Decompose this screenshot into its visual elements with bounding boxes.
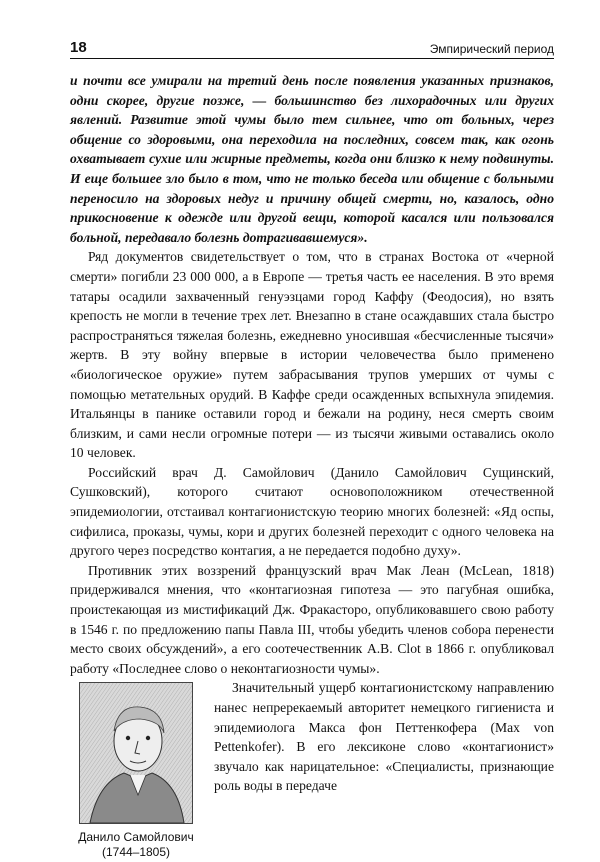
running-header xyxy=(70,34,554,59)
portrait-image xyxy=(79,682,193,824)
paragraph-samoylovich: Российский врач Д. Самойлович (Данило Самойлович Сущинский, Сушковский), которого считают основоположником отечественной эпидемиологии, отстаивал контагионистскую теорию многих болезней: «Яд оспы, сифилиса, проказы, чумы, кори и других болезней переходит с одного человека на другого через посредство контагия, а не передается подобно духу». xyxy=(70,464,554,559)
paragraph-pettenkofer: Значительный ущерб контагионистскому направлению нанес непререкаемый авторитет немецкого гигиениста и эпидемиолога Макса фон Петтенкофера (Max von Pettenkofer). В его лексиконе слово «контагионист» звучало как нарицательное: «Специалисты, признающие роль воды в передаче xyxy=(214,680,554,794)
portrait-engraving-icon xyxy=(80,683,192,823)
quote-paragraph: и почти все умирали на третий день после появления указанных признаков, одни скорее, другие позже, — большинство без лихорадочных или других явлений. Развитие этой чумы было тем сильнее, что от больных, через общение со здоровыми, она переходила на последних, совсем так, как огонь охватывает сухие или жирные предметы, когда они близко к нему подвинуты. И еще большее зло было в том, что не только беседа или общение с больными переносило на здоровых недуг и причину общей смерти, но, казалось, одно прикосновение к одежде или другой вещи, которой касался или пользовался больной, передавало болезнь дотрагивавшемуся». xyxy=(70,73,554,245)
paragraph-black-death: Ряд документов свидетельствует о том, что в странах Востока от «черной смерти» погибли 23 000 000, а в Европе — третья часть ее населения. В это время татары осадили захваченный генуэзцами город Каффу (Феодосия), но взять крепость не могли в течение трех лет. Внезапно в стане осаждавших стала быстро распространяться тяжелая болезнь, ежедневно уносившая «бесчисленные тысячи» жертв. В эту войну впервые в истории человечества было применено «биологическое оружие» путем забрасывания трупов умерших от чумы с помощью метательных орудий. В Каффе среди осажденных вспыхнула эпидемия. Итальянцы в панике оставили город и бежали на родину, неся смерть своим близким, и сами несли огромные потери — из тысячи живыми оставались около 10 человек. xyxy=(70,249,554,461)
paragraph-mclean xyxy=(70,561,554,679)
book-page xyxy=(70,34,554,862)
body-text xyxy=(70,71,554,860)
portrait-figure xyxy=(70,682,202,860)
page-number: 18 xyxy=(70,39,87,56)
section-title: Эмпирический период xyxy=(429,42,554,56)
caption-name: Данило Самойлович xyxy=(78,830,194,845)
caption-years: (1744–1805) xyxy=(101,845,171,860)
paragraph-mclean-text: Противник этих воззрений французский врач Мак Леан (McLean, 1818) придерживался мнения, что «контагиозная гипотеза — это пагубная ошибка, проистекающая из мистификаций Дж. Фракасторо, опубликовавшего свою работу в 1546 г. по предложению папы Павла III, чтобы убедить членов собора перенести место своих обсуждений», а его соотечественник A.B. Clot в 1866 г. опубликовал работу «Последнее слово о неконтагиозности чумы». xyxy=(70,562,554,676)
portrait-caption xyxy=(70,830,202,860)
